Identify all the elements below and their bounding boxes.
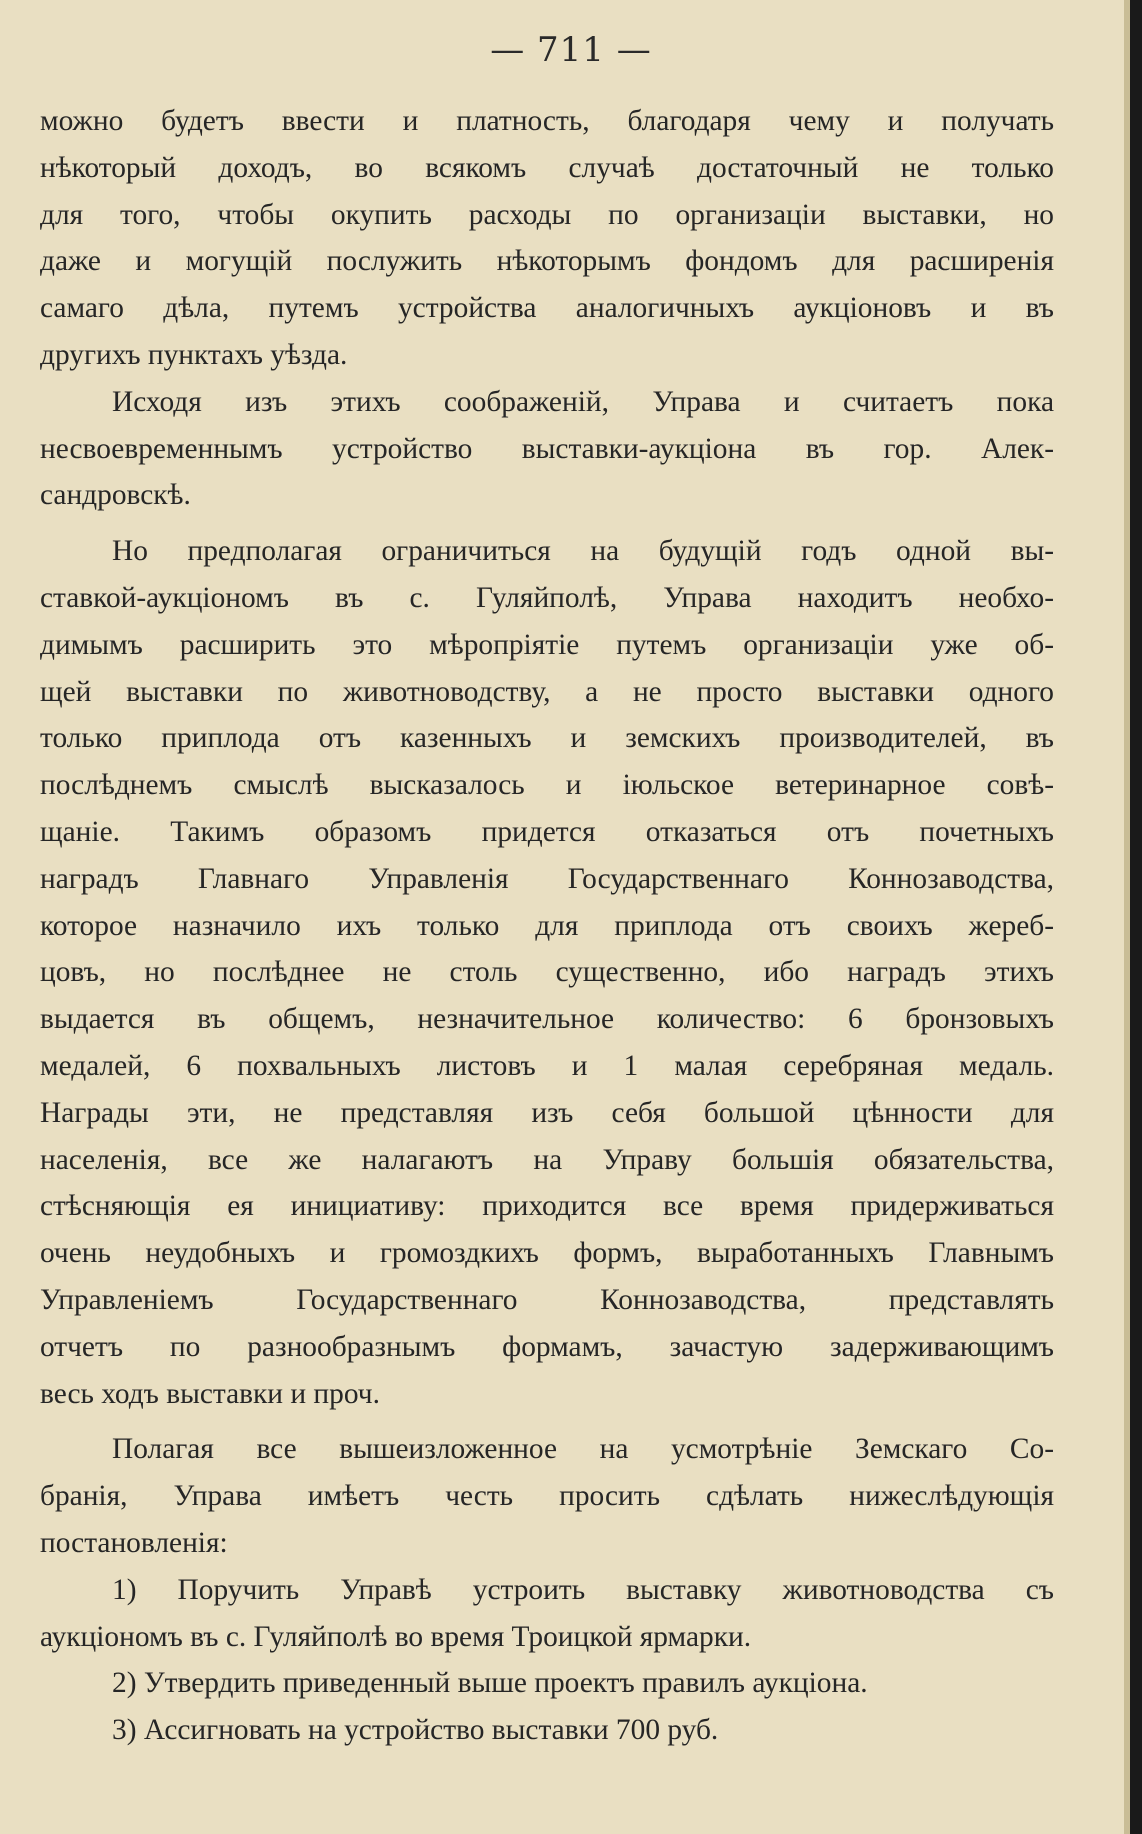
text-line: стѣсняющія ея инициативу: приходится все время придерживаться	[40, 1190, 1054, 1223]
text-line: отчетъ по разнообразнымъ формамъ, зачастую задерживающимъ	[40, 1330, 1054, 1363]
text-line: только приплода отъ казенныхъ и земскихъ производителей, въ	[40, 722, 1054, 755]
body-text	[40, 98, 1054, 1754]
text-line: несвоевременнымъ устройство выставки-аукціона въ гор. Алек-	[40, 432, 1054, 465]
text-line: щаніе. Такимъ образомъ придется отказаться отъ почетныхъ	[40, 815, 1054, 848]
text-line: медалей, 6 похвальныхъ листовъ и 1 малая серебряная медаль.	[40, 1049, 1054, 1082]
text-line: населенія, все же налагаютъ на Управу большія обязательства,	[40, 1143, 1054, 1176]
text-line: Но предполагая ограничиться на будущій годъ одной вы-	[112, 535, 1054, 568]
text-line: Награды эти, не представляя изъ себя большой цѣнности для	[40, 1096, 1054, 1129]
resolution-item	[40, 1707, 1054, 1754]
text-line: можно будетъ ввести и платность, благодаря чему и получать	[40, 105, 1054, 137]
page-edge	[1130, 0, 1142, 1834]
text-line: димымъ расширить это мѣропріятіе путемъ организаціи уже об-	[40, 628, 1054, 661]
text-line: самаго дѣла, путемъ устройства аналогичныхъ аукціоновъ и въ	[40, 292, 1054, 325]
text-line: Управленіемъ Государственнаго Коннозаводства, представлять	[40, 1283, 1054, 1316]
text-line: очень неудобныхъ и громоздкихъ формъ, выработанныхъ Главнымъ	[40, 1237, 1054, 1270]
text-line: цовъ, но послѣднее не столь существенно, ибо наградъ этихъ	[40, 956, 1054, 989]
text-line: другихъ пунктахъ уѣзда.	[40, 338, 348, 371]
text-line: ставкой-аукціономъ въ с. Гуляйполѣ, Управа находитъ необхо-	[40, 581, 1054, 614]
resolution-item	[40, 1567, 1054, 1661]
text-line: послѣднемъ смыслѣ высказалось и іюльское ветеринарное совѣ-	[40, 769, 1054, 802]
text-line: сандровскѣ.	[40, 479, 191, 512]
text-line: щей выставки по животноводству, а не просто выставки одного	[40, 675, 1054, 708]
paragraph	[40, 98, 1054, 379]
paragraph	[40, 1426, 1054, 1566]
text-line: 1) Поручить Управѣ устроить выставку животноводства съ	[112, 1573, 1054, 1606]
text-line: даже и могущій послужить нѣкоторымъ фондомъ для расширенія	[40, 245, 1054, 278]
text-line: нѣкоторый доходъ, во всякомъ случаѣ достаточный не только	[40, 151, 1054, 184]
text-line: Полагая все вышеизложенное на усмотрѣніе Земскаго Со-	[112, 1433, 1054, 1466]
text-line: наградъ Главнаго Управленія Государственнаго Коннозаводства,	[40, 862, 1054, 895]
resolution-item	[40, 1660, 1054, 1707]
text-line: которое назначило ихъ только для приплода отъ своихъ жереб-	[40, 909, 1054, 942]
text-line: постановленія:	[40, 1526, 228, 1559]
text-line: для того, чтобы окупить расходы по организаціи выставки, но	[40, 198, 1054, 231]
text-line: бранія, Управа имѣетъ честь просить сдѣлать нижеслѣдующія	[40, 1480, 1054, 1513]
text-line: Исходя изъ этихъ соображеній, Управа и считаетъ пока	[112, 385, 1054, 418]
page-number: — 711 —	[490, 30, 652, 70]
text-line: 2) Утвердить приведенный выше проектъ правилъ аукціона.	[112, 1667, 868, 1700]
text-line: выдается въ общемъ, незначительное количество: 6 бронзовыхъ	[40, 1003, 1054, 1036]
text-line: 3) Ассигновать на устройство выставки 700 руб.	[112, 1714, 719, 1747]
text-line: аукціономъ въ с. Гуляйполѣ во время Троицкой ярмарки.	[40, 1620, 752, 1653]
text-line: весь ходъ выставки и проч.	[40, 1377, 380, 1410]
paragraph	[40, 528, 1054, 1417]
paragraph	[40, 379, 1054, 519]
